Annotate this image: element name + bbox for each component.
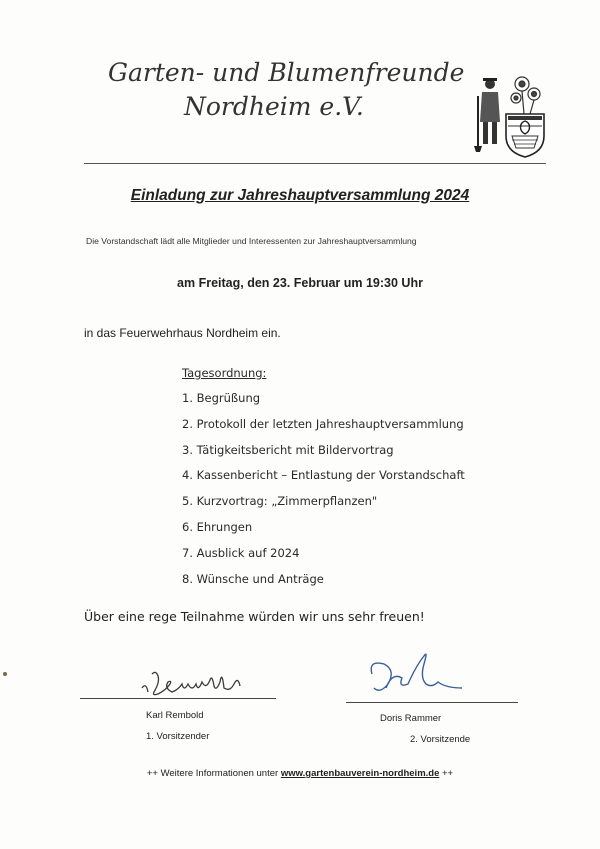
meeting-venue: in das Feuerwehrhaus Nordheim ein. xyxy=(84,326,281,340)
agenda-item: 1. Begrüßung xyxy=(182,391,261,405)
signatory-right-name: Doris Rammer xyxy=(380,713,442,724)
footer-info xyxy=(0,768,600,779)
signature-line-right xyxy=(346,702,518,703)
agenda-title: Tagesordnung: xyxy=(182,366,267,380)
agenda xyxy=(182,366,465,597)
agenda-item: 5. Kurzvortrag: „Zimmerpflanzen" xyxy=(182,494,378,509)
intro-text: Die Vorstandschaft lädt alle Mitglieder und Interessenten zur Jahreshauptversammlung xyxy=(86,236,417,246)
agenda-item: 6. Ehrungen xyxy=(182,519,253,534)
organization-name xyxy=(108,56,464,124)
agenda-item: 8. Wünsche und Anträge xyxy=(182,571,324,586)
agenda-item: 4. Kassenbericht – Entlastung der Vorstandschaft xyxy=(182,468,465,483)
agenda-item: 3. Tätigkeitsbericht mit Bildervortrag xyxy=(182,442,394,457)
invitation-headline: Einladung zur Jahreshauptversammlung 2024 xyxy=(130,187,470,204)
agenda-item: 7. Ausblick auf 2024 xyxy=(182,545,300,560)
signatory-right-role: 2. Vorsitzende xyxy=(410,734,471,745)
paper-speck xyxy=(3,672,7,676)
closing-text: Über eine rege Teilnahme würden wir uns sehr freuen! xyxy=(84,609,425,624)
organization-name-line1: Garten- und Blumenfreunde xyxy=(108,58,465,87)
footer-prefix: ++ Weitere Informationen unter xyxy=(146,768,281,779)
handwritten-signature-right xyxy=(366,648,466,704)
agenda-item: 2. Protokoll der letzten Jahreshauptversammlung xyxy=(182,416,464,431)
gardener-crest-icon xyxy=(472,74,548,158)
signatory-left-name: Karl Rembold xyxy=(146,710,204,721)
meeting-date: am Freitag, den 23. Februar um 19:30 Uhr xyxy=(177,276,423,290)
header-divider xyxy=(84,163,546,164)
signature-line-left xyxy=(80,698,276,699)
footer-suffix: ++ xyxy=(439,768,454,779)
website-link[interactable]: www.gartenbauverein-nordheim.de xyxy=(280,768,440,779)
handwritten-signature-left xyxy=(138,662,248,702)
signatory-left-role: 1. Vorsitzender xyxy=(146,731,210,742)
organization-name-line2: Nordheim e.V. xyxy=(184,92,364,121)
